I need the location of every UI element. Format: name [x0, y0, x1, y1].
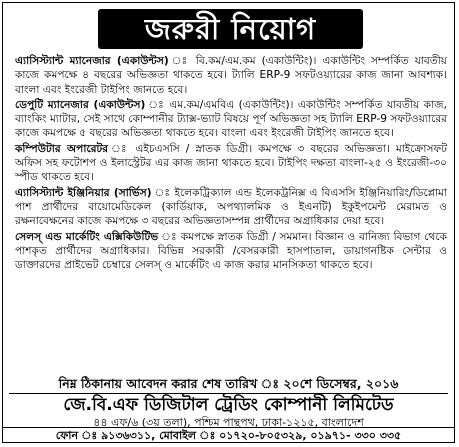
job-item [15, 98, 447, 141]
banner-title: জরুরী নিয়োগ [98, 9, 363, 49]
job-title: সেলস্ এন্ড মার্কেটিং এক্সিকিউটিভ [15, 230, 159, 243]
contact-phone: ফোন ঃ ৯১৩৬৩১১, মোবাইল ঃ ০১৭২০-৮০৫৩২৯, ০১৯৭১- ৩৩০ ৩৩৫ [3, 427, 454, 443]
company-name: জে.বি.এফ ডিজিটাল ট্রেডিং কোম্পানী লিমিটেড [63, 395, 394, 415]
job-description: ঃ কমপক্ষে স্নাতক ডিগ্রী / সমমান। বিজ্ঞান ও বানিজ্য বিভাগ থেকে পাশকৃত প্রার্থীদের অগ্রাধিকার। বিভিন্ন সরকারী /বেসরকারী হাসপাতাল, ডায়াগনষ্টিক সেন্টার ও ডাক্তারদের প্রাইভেট চেম্বারে সেলস্ ও মার্কেটিং এ কাজ করার মানসিকতা থাকতে হবে। [15, 230, 447, 272]
job-list [15, 54, 447, 273]
job-item [15, 142, 447, 185]
job-description: ঃ এইচএসসি / স্নাতক ডিগ্রী। কমপক্ষে ৩ বছরের অভিজ্ঞতা। মাইক্রোসফট অফিস সহ ফটোশপ ও ইলাস্ট্রেটর এর কাজ জানা থাকতে হবে। টাইপিং দক্ষতা বাংলা-২৫ ও ইংরেজী-৩০ স্পীড থাকতে হবে। [15, 142, 447, 184]
job-description: ঃ বি.কম/এম.কম (একাউন্টিং)। একাউন্টিং সম্পর্কিত যাবতীয় কাজে কমপক্ষে ৪ বছরের অভিজ্ঞতা থাকতে হবে। ট্যালি ERP-9 সফটওয়্যারের কাজ জানা আবশ্যক। বাংলা এবং ইংরেজী টাইপিং জানতে হবে। [15, 55, 447, 96]
job-item [15, 186, 447, 229]
job-item [15, 54, 447, 97]
company-address: ৪৪ এফ/৬ (৩য় তলা), পশ্চিম পান্থপথ, ঢাকা-১২১৫, বাংলাদেশ [93, 416, 364, 429]
application-deadline: নিম্ন ঠিকানায় আবেদন করার শেষ তারিখ ঃ ২০শে ডিসেম্বর, ২০১৬ [58, 376, 399, 391]
job-item [15, 230, 447, 273]
job-title: এ্যাসিস্ট্যান্ট ম্যানেজার (একাউন্টস) [15, 55, 169, 67]
job-title: ডেপুটি ম্যানেজার (একাউন্টস) [15, 98, 146, 111]
job-description: ঃ ইলেকট্রিক্যাল এন্ড ইলেকট্রনিক্স এ বিএসসি ইঞ্জিনিয়ারিং/ডিপ্লোমা পাশ প্রার্থীদের বায়োমেডিকেল (কার্ডিয়াক, অপথ্যালমিক ও ইএনটি) ইকুইপমেন্ট মেরামত ও রক্ষনাবেক্ষনের কাজে কমপক্ষে ৩ বছরের অভিজ্ঞতাসম্পন্ন প্রার্থীদের অগ্রাধিকার দেয়া হবে। [15, 186, 447, 228]
job-description: ঃ এম.কম/এমবিএ (একাউন্টিং)। একাউন্টিং সম্পর্কিত যাবতীয় কাজ, ব্যাংকিং ম্যাটার, সেই সাথে কোম্পানীর ট্যাক্স-ভ্যাট বিষয়ে পূর্ণ অভিজ্ঞতা সহ ট্যালি ERP-9 সফটওয়্যারের কাজে কমপক্ষে ৫ বছরের অভিজ্ঞতা থাকতে হবে। বাংলা এবং ইংরেজী টাইপিং জানতে হবে। [15, 98, 447, 140]
job-advertisement [2, 2, 455, 443]
job-title: এ্যাসিস্ট্যান্ট ইঞ্জিনিয়ার (সার্ভিস) [15, 186, 152, 199]
job-title: কম্পিউটার অপারেটর [15, 142, 109, 155]
